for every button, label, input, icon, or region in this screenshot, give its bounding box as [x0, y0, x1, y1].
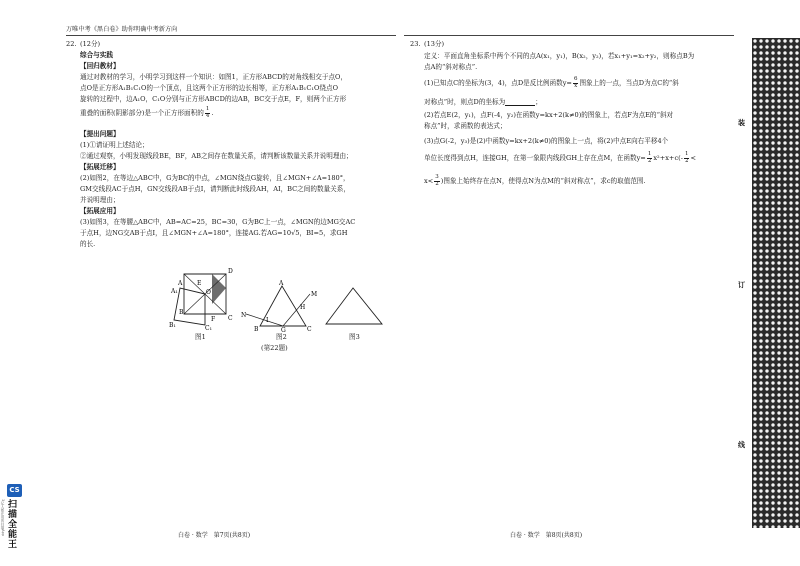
q22-part2-title: 【提出问题】 [80, 130, 120, 138]
figure-3-caption: 图3 [349, 333, 360, 341]
fraction-three-halves [434, 175, 440, 187]
binding-margin-pattern [752, 38, 800, 528]
q23-definition-line1: 定义：平面直角坐标系中两个不同的点A(x₁，y₁)，B(x₂，y₂)，若x₁+y₁=x₂+y₂，则称点B为 [424, 52, 695, 60]
label-B: B [254, 326, 259, 332]
q23-definition-line2: 点A的“斜对称点”. [424, 63, 478, 71]
q22-q3-line2: 于点H，边NG交AB于点I，且∠MGN+∠A=180°，连接AG.若AG=10√5，BI=5，求GH [80, 229, 348, 237]
fraction-denominator: 2 [435, 180, 439, 187]
label-H: H [300, 304, 306, 311]
q22-q3-line1: (3)如图3，在等腰△ABC中，AB=AC=25，BC=30，G为BC上一点，∠MGN的边MG交AC [80, 218, 356, 226]
q22-part4-title: 【拓展应用】 [80, 207, 120, 215]
q22-para1-line4-end: . [211, 109, 214, 117]
q22-para1-line4-text: 重叠的面积(阴影部分)是一个正方形面积的 [80, 109, 204, 117]
label-O: O [206, 289, 211, 296]
q23-part1-line1-text: (1)已知点C的坐标为(3，4)，点D是反比例函数y= [424, 79, 572, 87]
label-C1: C₁ [205, 325, 212, 330]
q23-number: 23. [410, 40, 421, 48]
figure-1-caption: 图1 [195, 333, 206, 341]
scanner-watermark [2, 484, 26, 558]
q23-part1-line2-end: ； [535, 98, 542, 106]
fraction-denominator: 4 [205, 112, 210, 119]
page-7 [0, 0, 398, 566]
fraction-numerator: 1 [205, 106, 210, 112]
ray-gm [283, 294, 310, 326]
q22-q1-part-b: ②通过观察，小明发现线段BE，BF，AB之间存在数量关系，请判断该数量关系并说明理由； [80, 152, 353, 160]
figures-caption: (第22题) [261, 344, 288, 352]
q22-points: (12分) [80, 40, 101, 48]
q23-part3-line2 [424, 151, 696, 165]
square-a1b1c1o [174, 288, 205, 325]
q22-q2-line2: GM交线段AC于点H，GN交线段AB于点I，请判断此时线段AH，AI，BC之间的数量关系， [80, 185, 350, 193]
label-A: A [279, 280, 284, 287]
q22-para1-line1: 通过对教材的学习，小明学习到这样一个知识：如图1，正方形ABCD的对角线相交于点O， [80, 73, 348, 81]
q22-q3-line3: 的长. [80, 240, 96, 248]
q23-part1-line2-text: 对称点”时，则点D的坐标为 [424, 98, 506, 106]
scanner-logo-icon: CS [7, 484, 22, 497]
figure-3-isosceles [320, 284, 386, 328]
q22-q2-line1: (2)如图2，在等边△ABC中，G为BC的中点，∠MGN绕点G旋转，且∠MGN+∠A=180°， [80, 174, 350, 182]
page-7-footer: 白卷 · 数学 第7页(共8页) [178, 532, 251, 539]
shaded-overlap [212, 274, 226, 304]
fraction-denominator: x [574, 82, 578, 89]
label-C: C [228, 315, 233, 322]
answer-blank[interactable] [505, 99, 535, 106]
fraction-numerator: 3 [435, 174, 439, 180]
fraction-one-half [647, 152, 653, 164]
figure-2-equilateral [240, 280, 324, 332]
q23-part3-line3 [424, 174, 646, 188]
fraction-denominator: 2 [647, 157, 652, 164]
q22-q2-line3: 并说明理由； [80, 196, 120, 204]
q23-part3-line1: (3)点G(-2，y₃)是(2)中函数y=kx+2(k≠0)的图象上一点，将(2)中点E向右平移4个 [424, 137, 669, 145]
label-B1: B₁ [169, 322, 176, 329]
fraction-6-over-x [573, 77, 579, 89]
page-8 [400, 0, 745, 566]
q23-part3-line3-start: x< [424, 177, 434, 185]
fraction-denominator: 2 [684, 157, 689, 164]
label-M: M [311, 291, 318, 298]
label-G: G [281, 327, 286, 332]
binding-label-ding: 订 [738, 280, 745, 289]
q22-q1-part-a: (1)①请证明上述结论； [80, 141, 149, 149]
label-A: A [178, 280, 183, 287]
figure-2-caption: 图2 [276, 333, 287, 341]
label-I: I [266, 317, 269, 324]
fraction-numerator: 6 [573, 76, 578, 82]
binding-label-xian: 线 [738, 440, 745, 449]
q22-section: 综合与实践 [80, 51, 113, 59]
fraction-one-quarter [205, 106, 214, 119]
triangle-abc [326, 288, 382, 324]
scanner-app-name: 扫描全能王 [6, 499, 16, 549]
binding-label-zhuang: 装 [738, 118, 745, 127]
label-F: F [211, 316, 216, 323]
q23-part1-line2 [424, 98, 542, 106]
q23-part2-line1: (2)若点E(2，y₁)，点F(-4，y₂)在函数y=kx+2(k≠0)的图象上，若点F为点E的“斜对 [424, 111, 674, 119]
ray-gn [246, 314, 283, 326]
q23-part1-line1-end: 图象上的一点，当点D为点C的“斜 [579, 79, 679, 87]
fraction-numerator: 1 [647, 151, 652, 157]
label-A1: A₁ [171, 288, 178, 295]
header-series-title: 万唯中考《黑白卷》助你明确中考新方向 [66, 26, 178, 33]
q22-part3-title: 【拓展迁移】 [80, 163, 120, 171]
q23-part2-line2: 称点”时，求函数的表达式； [424, 122, 507, 130]
page-8-footer: 白卷 · 数学 第8页(共8页) [510, 532, 583, 539]
label-C: C [307, 326, 312, 332]
figure-1-squares [168, 264, 240, 330]
q23-part1-line1 [424, 76, 679, 90]
label-B: B [179, 309, 184, 316]
q22-para1-line2: 点O是正方形A₁B₁C₁O的一个顶点，且这两个正方形的边长相等，正方形A₁B₁C₁O绕点O [80, 84, 339, 92]
fraction-one-half-neg [684, 152, 690, 164]
q23-part3-line2-end: < [690, 154, 696, 162]
scanner-tagline: 3亿人都在用的扫描App [1, 499, 5, 537]
label-N: N [241, 312, 247, 319]
q22-para1-line3: 旋转的过程中，边A₁O，C₁O分别与正方形ABCD的边AB，BC交于点E，F，则两个正方形 [80, 95, 347, 103]
q22-number: 22. [66, 40, 77, 48]
label-D: D [228, 268, 233, 275]
q23-part3-line2-mid: x²+x+c(- [653, 154, 683, 162]
q23-part3-line3-text: )图象上始终存在点N，使得点N为点M的“斜对称点”，求c的取值范围. [440, 177, 646, 185]
label-E: E [197, 280, 202, 287]
q23-part3-line2-text: 单位长度得到点H，连接GH，在第一象限内线段GH上存在点M，在函数y= [424, 154, 646, 162]
fraction-numerator: 1 [684, 151, 689, 157]
q22-part1-title: 【回归教材】 [80, 62, 120, 70]
q22-para1-line4 [80, 106, 213, 120]
q23-points: (13分) [424, 40, 445, 48]
